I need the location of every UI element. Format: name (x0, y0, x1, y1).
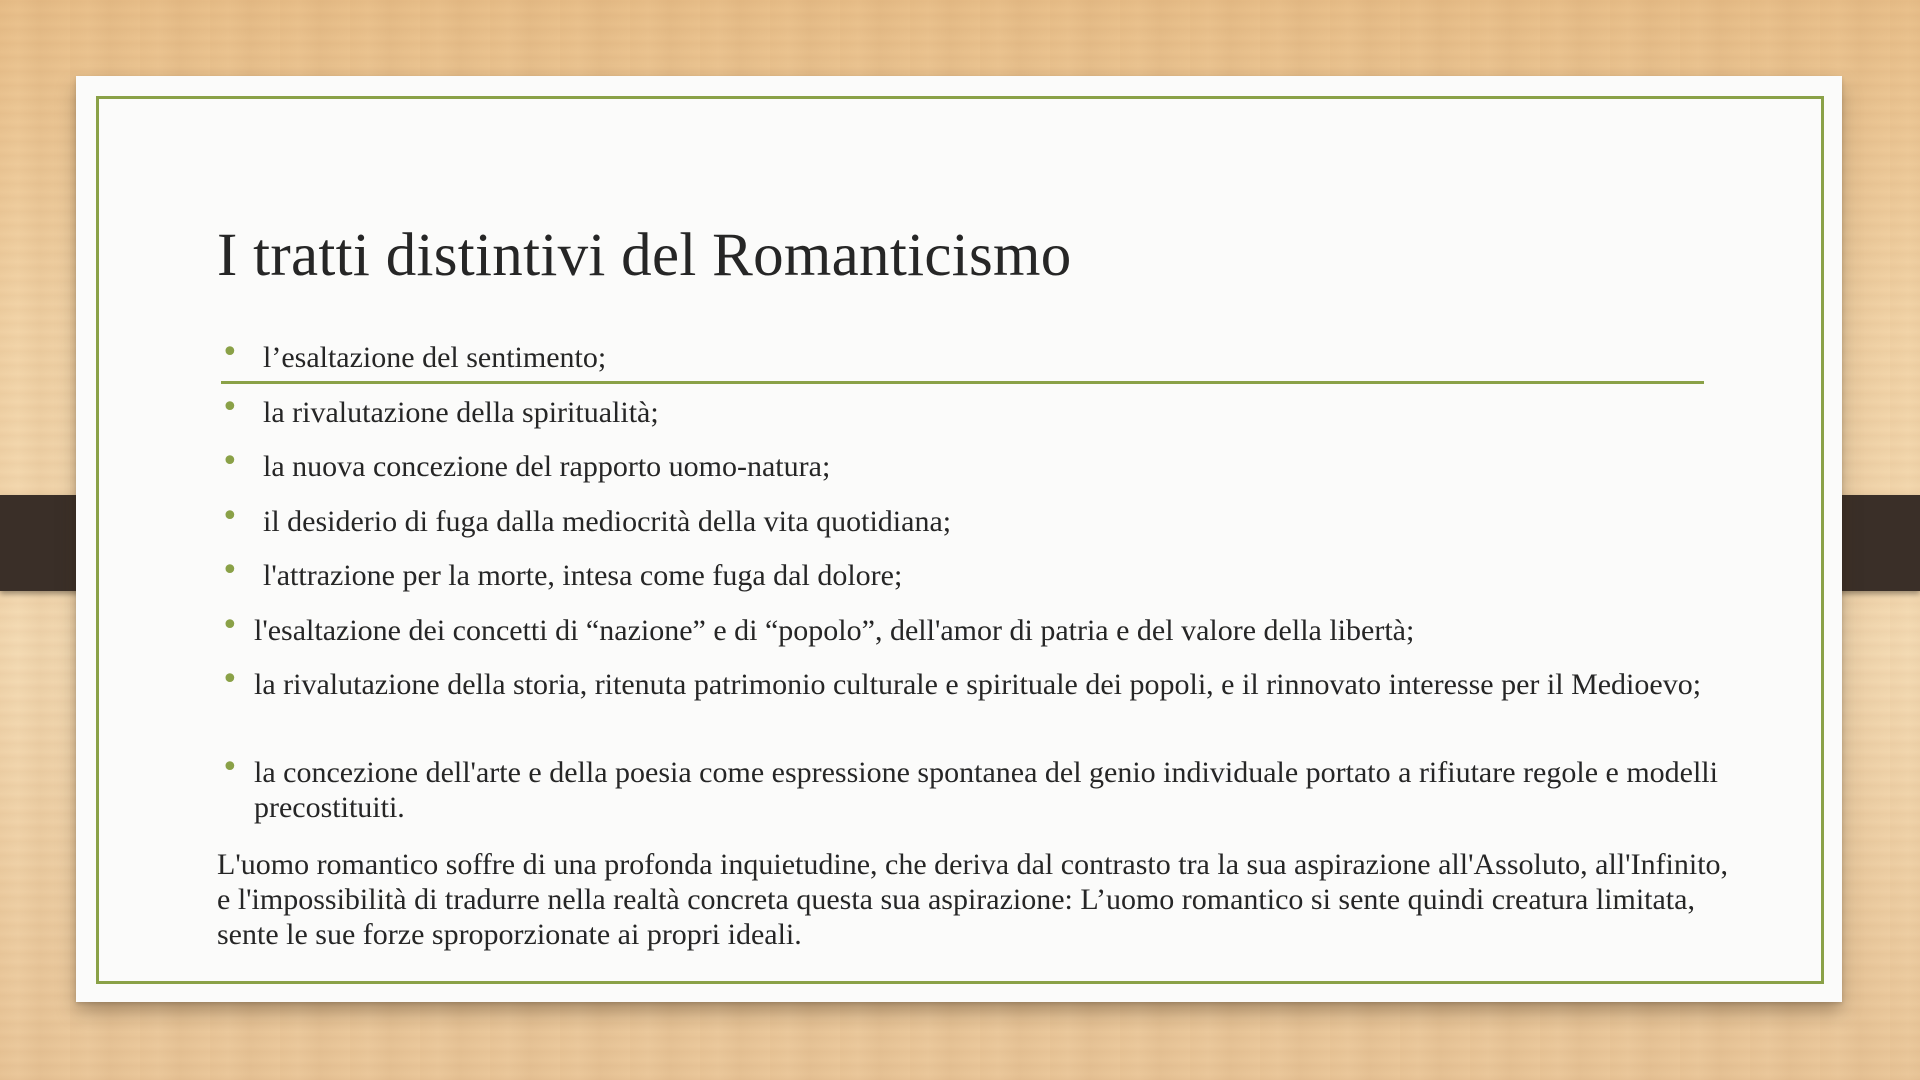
bullet-text: la rivalutazione della spiritualità; (263, 396, 659, 429)
bullet-item (221, 662, 1721, 702)
bullet-item (221, 335, 1721, 375)
bullet-dot-icon: • (221, 499, 239, 534)
bullet-dot-icon: • (221, 390, 239, 425)
bullet-dot-icon: • (221, 750, 239, 785)
bullet-text: l’esaltazione del sentimento; (263, 341, 607, 374)
bullet-item (221, 553, 1721, 593)
title-divider-line (221, 381, 1704, 384)
bullet-text: la rivalutazione della storia, ritenuta patrimonio culturale e spirituale dei popoli, e il rinnovato interesse per il Medioevo; (254, 668, 1702, 701)
bullet-dot-icon: • (221, 662, 239, 697)
summary-paragraph: L'uomo romantico soffre di una profonda inquietudine, che deriva dal contrasto tra la sua aspirazione all'Assoluto, all'Infinito, e l'impossibilità di tradurre nella realtà concreta questa sua aspirazione: L’uomo romantico si sente quindi creatura limitata, sente le sue forze sproporzionate ai propri ideali. (217, 848, 1729, 951)
bullet-item (221, 390, 1721, 430)
bullet-item (221, 499, 1721, 539)
bullet-dot-icon: • (221, 335, 239, 370)
slide-title: I tratti distintivi del Romanticismo (217, 222, 1072, 289)
bullet-dot-icon: • (221, 444, 239, 479)
bullet-dot-icon: • (221, 608, 239, 643)
bullet-text: l'esaltazione dei concetti di “nazione” e di “popolo”, dell'amor di patria e del valore della libertà; (254, 614, 1415, 647)
bullet-item (221, 608, 1721, 648)
bullet-item (221, 444, 1721, 484)
bullet-text: il desiderio di fuga dalla mediocrità della vita quotidiana; (263, 505, 952, 538)
bullet-dot-icon: • (221, 553, 239, 588)
bullet-item (221, 750, 1721, 825)
bullet-text: la nuova concezione del rapporto uomo-natura; (263, 450, 831, 483)
slide-card (76, 76, 1842, 1002)
bullet-text: l'attrazione per la morte, intesa come fuga dal dolore; (263, 559, 903, 592)
bullet-text: la concezione dell'arte e della poesia come espressione spontanea del genio individuale portato a rifiutare regole e modelli precostituiti. (254, 756, 1718, 824)
